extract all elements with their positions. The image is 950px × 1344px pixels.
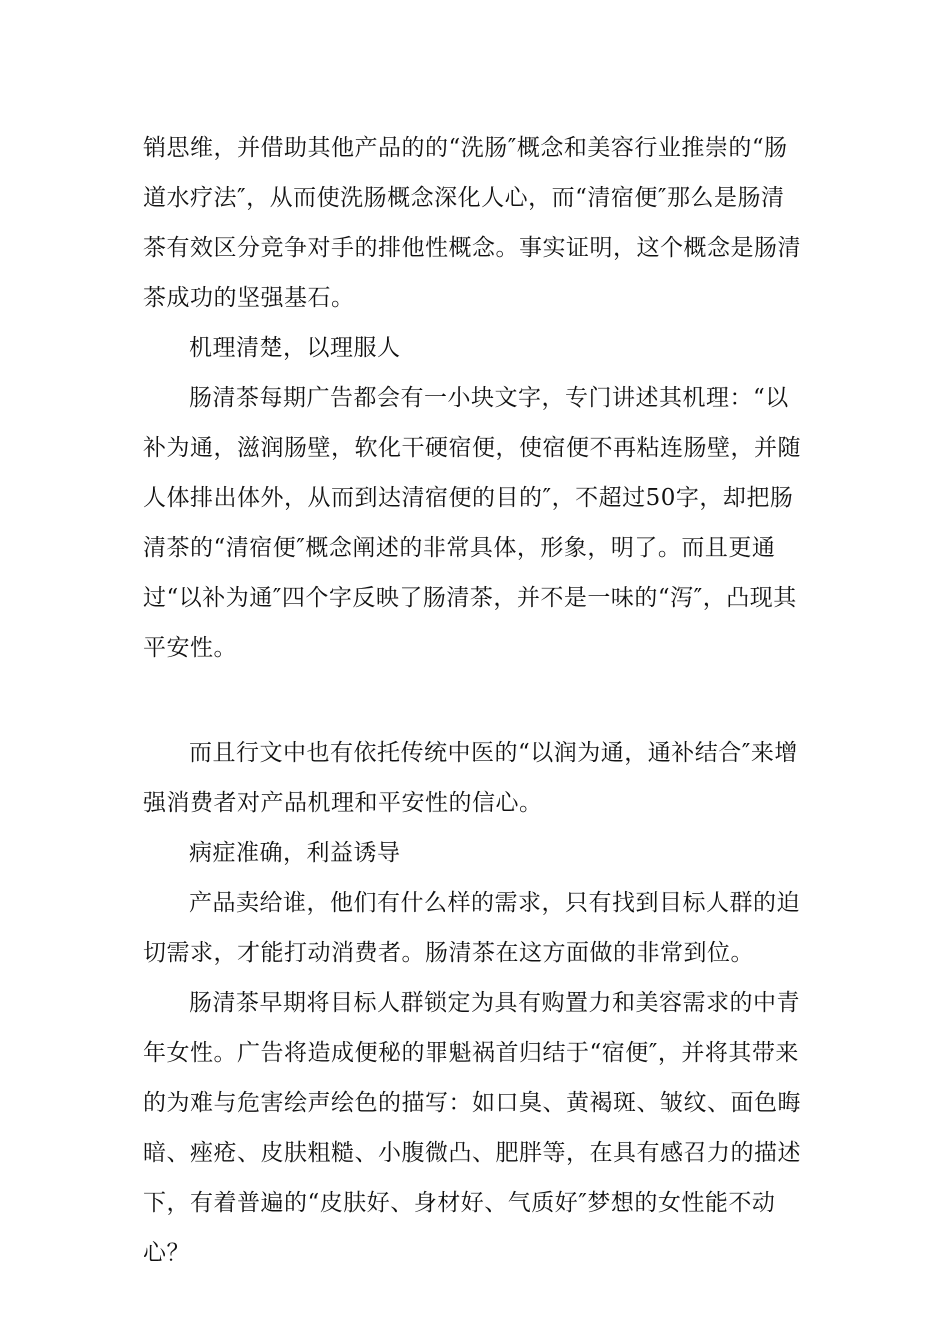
section-heading-symptoms: 病症准确，利益诱导	[189, 840, 401, 866]
paragraph-gap	[143, 673, 807, 728]
document-body	[143, 123, 807, 1278]
paragraph-target-audience: 肠清茶早期将目标人群锁定为具有购置力和美容需求的中青年女性。广告将造成便秘的罪魁祸首归结于“宿便″，并将其带来的为难与危害绘声绘色的描写：如口臭、黄褐斑、皱纹、面色晦暗、痤疮、皮肤粗糙、小腹微凸、肥胖等，在具有感召力的描述下，有着普遍的“皮肤好、身材好、气质好″梦想的女性能不动心？	[143, 990, 801, 1266]
paragraph-target-needs: 产品卖给谁，他们有什么样的需求，只有找到目标人群的迫切需求，才能打动消费者。肠清茶在这方面做的非常到位。	[143, 890, 800, 966]
paragraph-tcm: 而且行文中也有依托传统中医的“以润为通，通补结合″来增强消费者对产品机理和平安性的信心。	[143, 740, 798, 816]
paragraph-continuation: 销思维，并借助其他产品的的“洗肠″概念和美容行业推崇的“肠道水疗法″，从而使洗肠概念深化人心，而“清宿便″那么是肠清茶有效区分竞争对手的排他性概念。事实证明，这个概念是肠清茶成功的坚强基石。	[143, 135, 801, 311]
section-heading-mechanism: 机理清楚，以理服人	[189, 335, 401, 361]
paragraph-mechanism: 肠清茶每期广告都会有一小块文字，专门讲述其机理：“以补为通，滋润肠壁，软化干硬宿便，使宿便不再粘连肠壁，并随人体排出体外，从而到达清宿便的目的″，不超过50字，却把肠清茶的“清宿便″概念阐述的非常具体，形象，明了。而且更通过“以补为通″四个字反映了肠清茶，并不是一味的“泻″，凸现其平安性。	[143, 385, 801, 661]
